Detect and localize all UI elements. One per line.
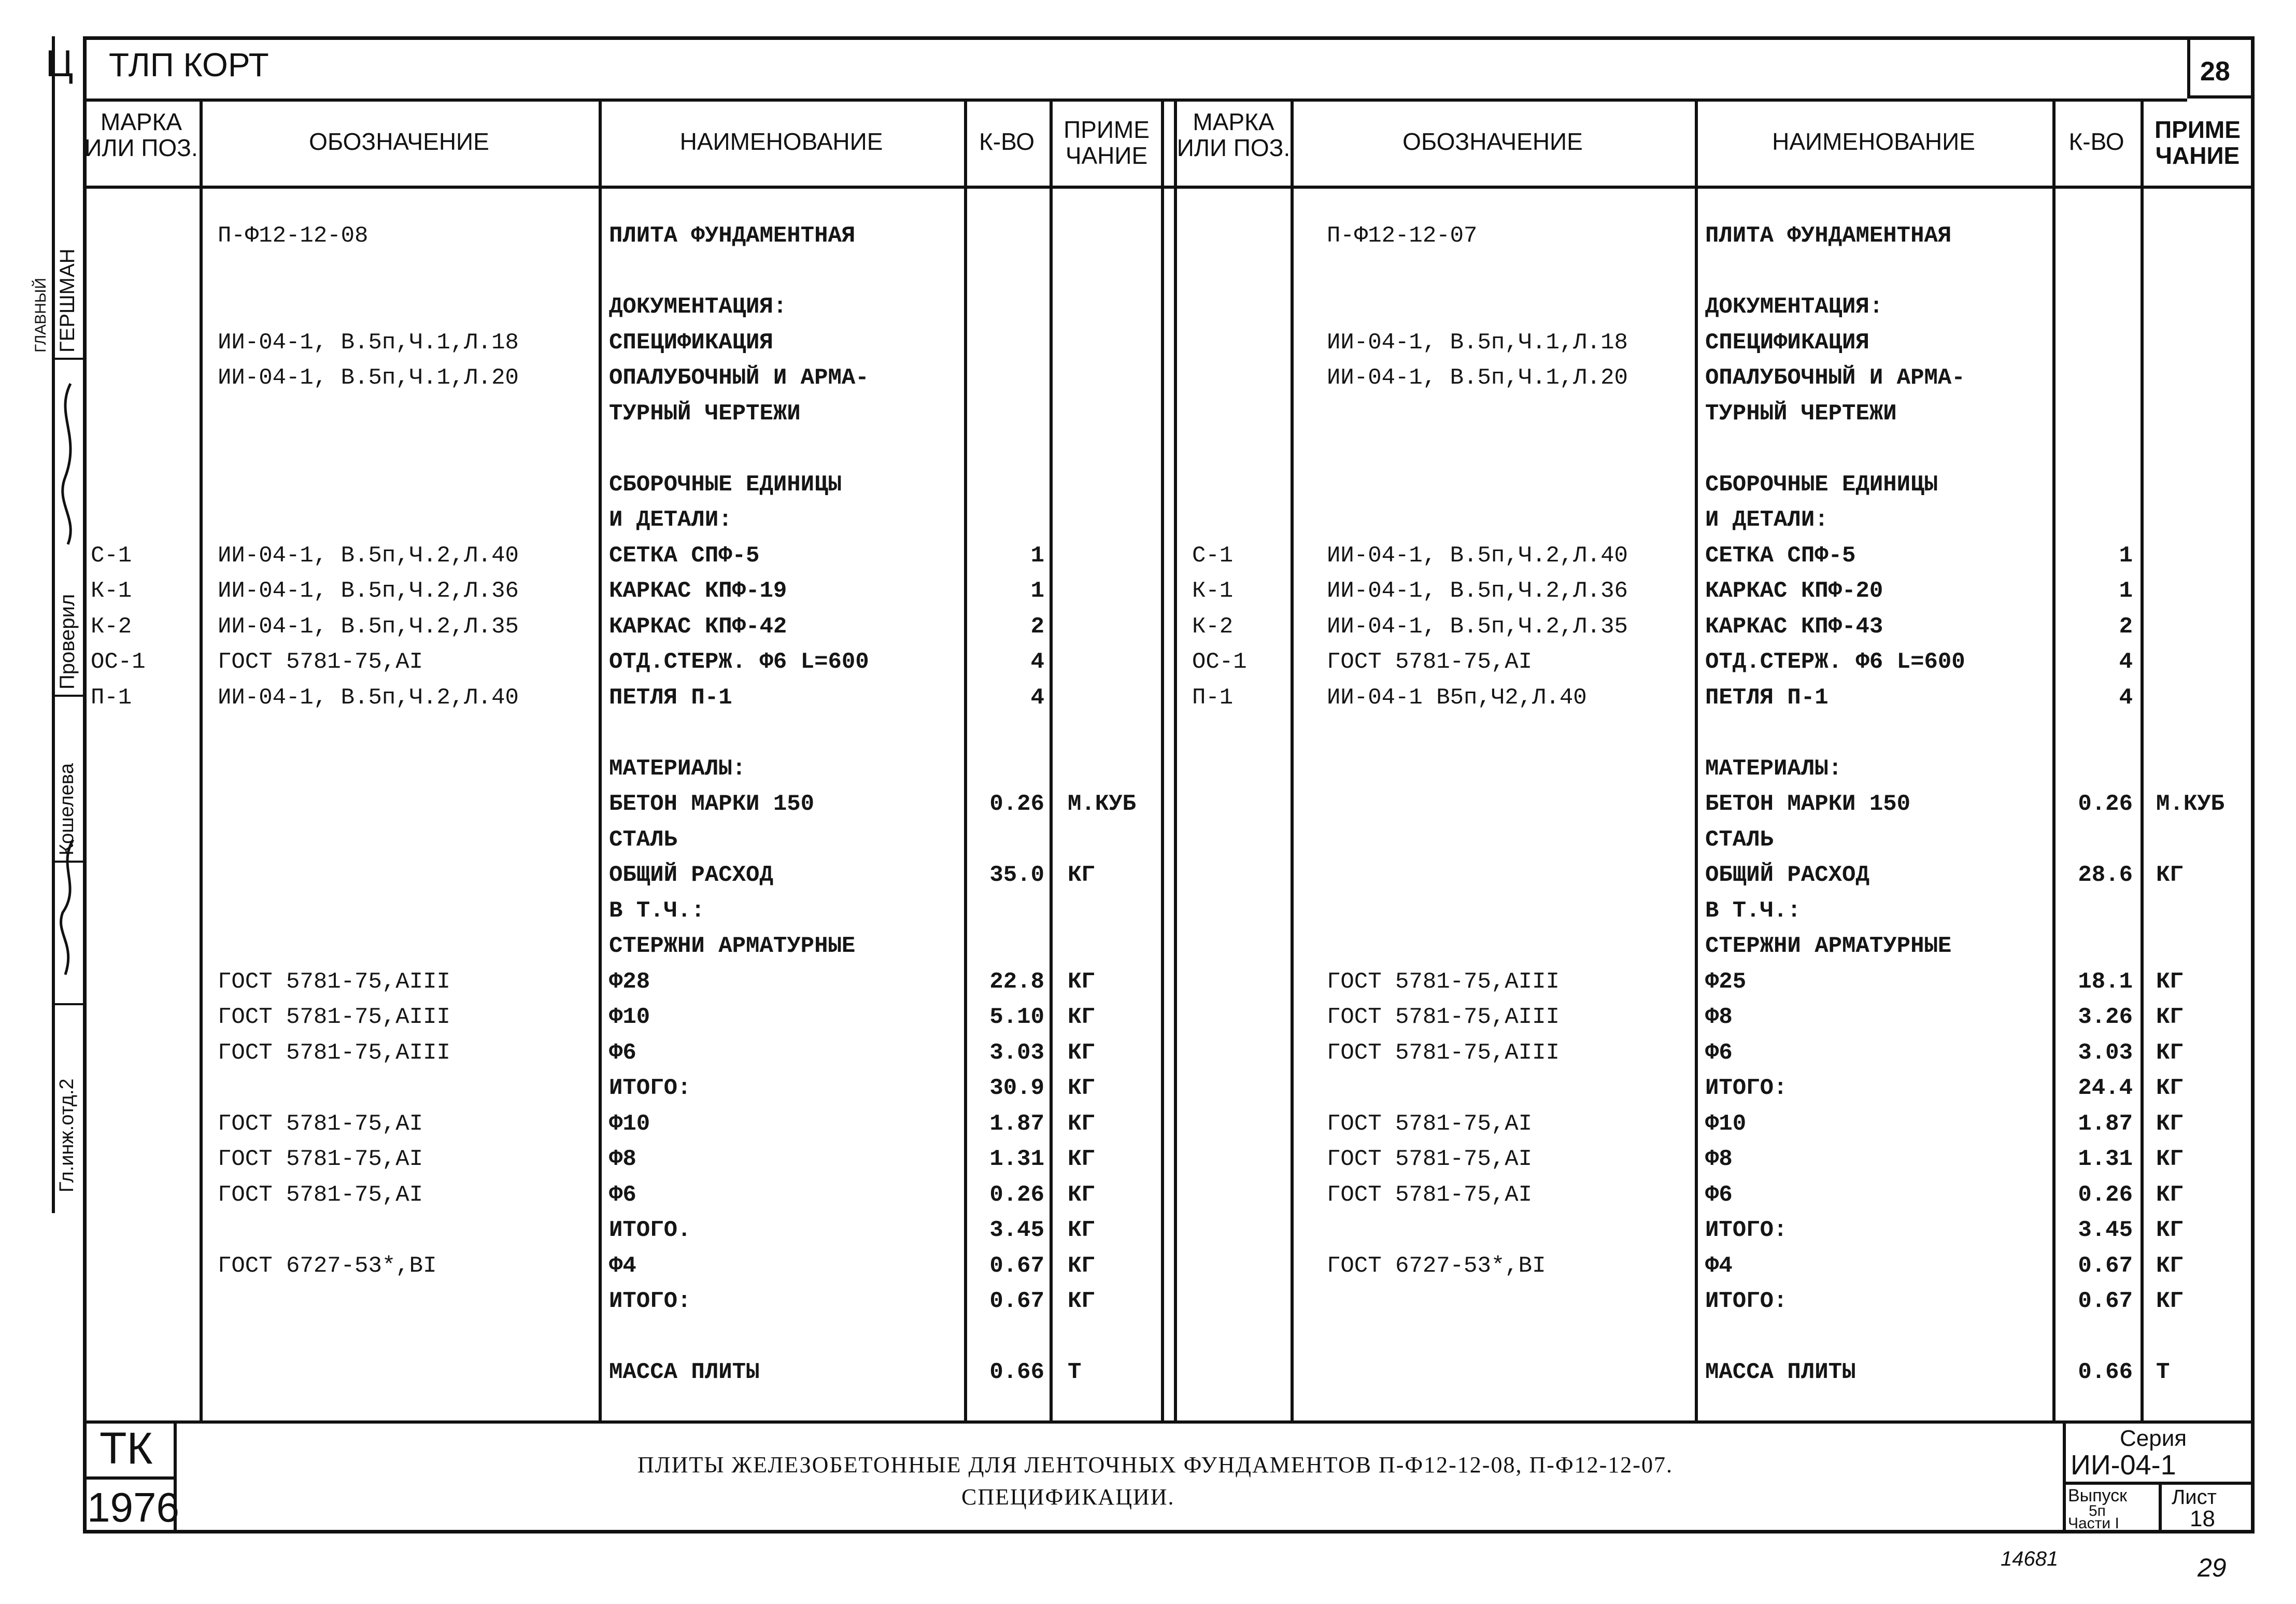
cell-qty: 18.1: [2078, 969, 2133, 995]
cell-note: КГ: [1068, 1217, 1095, 1243]
cell-name: ПЛИТА ФУНДАМЕНТНАЯ: [1705, 223, 1952, 249]
cell-name: ТУРНЫЙ ЧЕРТЕЖИ: [609, 401, 801, 427]
cell-note: КГ: [1068, 1040, 1095, 1066]
cell-name: КАРКАС КПФ-42: [609, 614, 787, 640]
cell-name: Ф8: [1705, 1146, 1733, 1172]
cell-des: ГОСТ 5781-75,АIII: [1327, 1004, 1560, 1030]
footer-series-label: Серия: [2120, 1426, 2187, 1451]
footer-tk: ТК: [100, 1424, 153, 1473]
cell-name: И ДЕТАЛИ:: [1705, 507, 1829, 533]
cell-des: ГОСТ 6727-53*,ВI: [218, 1253, 437, 1279]
cell-name: СЕТКА СПФ-5: [1705, 543, 1856, 569]
cell-note: КГ: [1068, 969, 1095, 995]
cell-name: Ф4: [1705, 1253, 1733, 1279]
cell-name: И ДЕТАЛИ:: [609, 507, 732, 533]
header-divider: [83, 186, 2255, 189]
cell-des: ГОСТ 5781-75,АIII: [1327, 1040, 1560, 1066]
cell-qty: 3.03: [2078, 1040, 2133, 1066]
cell-name: Ф10: [609, 1004, 650, 1030]
sheet-number: 28: [2200, 57, 2230, 87]
header-name-right: НАИМЕНОВАНИЕ: [1772, 128, 1975, 155]
cell-note: КГ: [1068, 1111, 1095, 1137]
footer-sheet-value: 18: [2190, 1506, 2215, 1531]
header-mark-right: МАРКА ИЛИ ПОЗ.: [1177, 108, 1291, 161]
cell-note: КГ: [2156, 1217, 2184, 1243]
cell-qty: 4: [1030, 649, 1044, 675]
cell-qty: 35.0: [989, 862, 1044, 888]
cell-note: КГ: [2156, 1075, 2184, 1101]
cell-qty: 3.45: [989, 1217, 1044, 1243]
cell-des: ГОСТ 5781-75,АI: [1327, 1146, 1533, 1172]
cell-des: ИИ-04-1, В.5п,Ч.1,Л.18: [218, 330, 519, 356]
cell-name: Ф4: [609, 1253, 636, 1279]
cell-qty: 0.67: [989, 1253, 1044, 1279]
stamp-name-koshheleva: Кошелева: [56, 763, 78, 855]
header-qty-right: К-ВО: [2068, 128, 2124, 155]
col-line: [1161, 99, 1164, 1420]
col-line: [1291, 99, 1294, 1420]
footer-divider: [83, 1420, 2255, 1424]
cell-name: Ф25: [1705, 969, 1747, 995]
cell-qty: 4: [1030, 685, 1044, 711]
cell-des: П-Ф12-12-08: [218, 223, 369, 249]
cell-note: КГ: [1068, 862, 1095, 888]
cell-des: ГОСТ 5781-75,АI: [1327, 1111, 1533, 1137]
cell-qty: 3.45: [2078, 1217, 2133, 1243]
cell-des: ГОСТ 5781-75,АI: [218, 649, 423, 675]
cell-note: КГ: [1068, 1253, 1095, 1279]
cell-qty: 2: [2119, 614, 2133, 640]
cell-des: ИИ-04-1, В.5п,Ч.2,Л.40: [218, 685, 519, 711]
cell-note: М.КУБ: [2156, 791, 2225, 817]
cell-des: ГОСТ 5781-75,АI: [218, 1111, 423, 1137]
cell-name: В Т.Ч.:: [1705, 898, 1801, 924]
cell-des: ИИ-04-1 В5п,Ч2,Л.40: [1327, 685, 1587, 711]
cell-name: БЕТОН МАРКИ 150: [1705, 791, 1911, 817]
cell-name: ДОКУМЕНТАЦИЯ:: [1705, 294, 1883, 320]
cell-name: ПЕТЛЯ П-1: [609, 685, 732, 711]
cell-note: КГ: [1068, 1288, 1095, 1314]
cell-mark: С-1: [1192, 543, 1234, 569]
cell-name: МАТЕРИАЛЫ:: [609, 756, 746, 782]
header-mark: МАРКА ИЛИ ПОЗ.: [84, 108, 198, 161]
cell-name: СБОРОЧНЫЕ ЕДИНИЦЫ: [1705, 472, 1938, 498]
cell-name: ИТОГО:: [1705, 1075, 1788, 1101]
cell-qty: 0.26: [2078, 1182, 2133, 1208]
cell-name: КАРКАС КПФ-19: [609, 578, 787, 604]
cell-name: МАТЕРИАЛЫ:: [1705, 756, 1843, 782]
stamp-role-chief: Гл.инж.отд.2: [56, 1078, 78, 1192]
cell-qty: 24.4: [2078, 1075, 2133, 1101]
footer-caption-line1: ПЛИТЫ ЖЕЛЕЗОБЕТОННЫЕ ДЛЯ ЛЕНТОЧНЫХ ФУНДАМЕНТОВ П-Ф12-12-08, П-Ф12-12-07.: [637, 1452, 1673, 1478]
cell-qty: 28.6: [2078, 862, 2133, 888]
title-divider: [83, 99, 2187, 102]
cell-qty: 1: [2119, 578, 2133, 604]
cell-name: ИТОГО:: [609, 1075, 691, 1101]
cell-des: ГОСТ 6727-53*,ВI: [1327, 1253, 1546, 1279]
footer-tk-divider: [83, 1476, 174, 1480]
cell-qty: 1.87: [2078, 1111, 2133, 1137]
org-title: ТЛП КОРТ: [109, 46, 269, 83]
cell-qty: 30.9: [989, 1075, 1044, 1101]
cell-des: ИИ-04-1, В.5п,Ч.2,Л.35: [218, 614, 519, 640]
cell-des: ГОСТ 5781-75,АIII: [218, 1004, 450, 1030]
cell-des: ГОСТ 5781-75,АIII: [1327, 969, 1560, 995]
cell-name: В Т.Ч.:: [609, 898, 705, 924]
footer-series-value: ИИ-04-1: [2071, 1450, 2176, 1481]
stamp-name-gershman: ГЕРШМАН: [56, 248, 79, 353]
cell-mark: К-1: [91, 578, 132, 604]
cell-qty: 0.67: [989, 1288, 1044, 1314]
cell-qty: 0.67: [2078, 1253, 2133, 1279]
cell-des: ИИ-04-1, В.5п,Ч.1,Л.20: [1327, 365, 1628, 391]
cell-qty: 0.66: [989, 1359, 1044, 1385]
cell-mark: С-1: [91, 543, 132, 569]
cell-mark: ОС-1: [91, 649, 146, 675]
cell-note: Т: [2156, 1359, 2170, 1385]
cell-name: МАССА ПЛИТЫ: [1705, 1359, 1856, 1385]
cell-qty: 1.31: [989, 1146, 1044, 1172]
cell-qty: 3.26: [2078, 1004, 2133, 1030]
cell-des: ГОСТ 5781-75,АI: [1327, 1182, 1533, 1208]
cell-des: ГОСТ 5781-75,АI: [218, 1182, 423, 1208]
col-line: [2141, 99, 2144, 1420]
cell-note: КГ: [1068, 1004, 1095, 1030]
cell-name: МАССА ПЛИТЫ: [609, 1359, 760, 1385]
cell-name: СТАЛЬ: [609, 827, 678, 853]
cell-name: Ф28: [609, 969, 650, 995]
cell-name: ТУРНЫЙ ЧЕРТЕЖИ: [1705, 401, 1897, 427]
inventory-number: 14681: [2001, 1547, 2059, 1570]
cell-note: КГ: [2156, 969, 2184, 995]
cell-note: КГ: [2156, 862, 2184, 888]
cell-qty: 4: [2119, 685, 2133, 711]
footer-sheet-label: Лист: [2172, 1486, 2217, 1509]
cell-des: ИИ-04-1, В.5п,Ч.2,Л.36: [218, 578, 519, 604]
cell-name: Ф6: [1705, 1182, 1733, 1208]
cell-name: ОПАЛУБОЧНЫЙ И АРМА-: [609, 365, 869, 391]
footer-series-line: [2063, 1420, 2066, 1533]
cell-name: СПЕЦИФИКАЦИЯ: [1705, 330, 1869, 356]
cell-name: ОБЩИЙ РАСХОД: [1705, 862, 1869, 888]
cell-name: СЕТКА СПФ-5: [609, 543, 760, 569]
cell-qty: 1.31: [2078, 1146, 2133, 1172]
stamp-divider: [52, 358, 83, 360]
cell-des: ИИ-04-1, В.5п,Ч.2,Л.40: [218, 543, 519, 569]
cell-mark: К-2: [91, 614, 132, 640]
col-line: [1050, 99, 1053, 1420]
cell-des: ГОСТ 5781-75,АI: [218, 1146, 423, 1172]
cell-note: КГ: [2156, 1040, 2184, 1066]
cell-des: ГОСТ 5781-75,АIII: [218, 1040, 450, 1066]
cell-des: ИИ-04-1, В.5п,Ч.2,Л.36: [1327, 578, 1628, 604]
cell-note: КГ: [2156, 1111, 2184, 1137]
cell-qty: 22.8: [989, 969, 1044, 995]
cell-name: ИТОГО:: [1705, 1217, 1788, 1243]
cell-note: КГ: [2156, 1253, 2184, 1279]
footer-year: 1976: [87, 1484, 179, 1530]
cell-name: Ф8: [1705, 1004, 1733, 1030]
cell-note: КГ: [1068, 1182, 1095, 1208]
cell-note: КГ: [2156, 1182, 2184, 1208]
cell-qty: 0.26: [2078, 791, 2133, 817]
cell-name: СТЕРЖНИ АРМАТУРНЫЕ: [1705, 933, 1952, 959]
cell-qty: 4: [2119, 649, 2133, 675]
cell-note: КГ: [1068, 1146, 1095, 1172]
cell-name: Ф8: [609, 1146, 636, 1172]
cell-name: Ф6: [609, 1040, 636, 1066]
footer-issue-line: [2159, 1482, 2162, 1533]
cell-name: ИТОГО:: [609, 1288, 691, 1314]
stamp-role-checked: Проверил: [56, 594, 79, 690]
cell-qty: 0.26: [989, 1182, 1044, 1208]
col-line: [200, 99, 203, 1420]
cell-name: БЕТОН МАРКИ 150: [609, 791, 815, 817]
header-name: НАИМЕНОВАНИЕ: [679, 128, 883, 155]
col-line: [1695, 99, 1698, 1420]
cell-qty: 5.10: [989, 1004, 1044, 1030]
cell-mark: П-1: [91, 685, 132, 711]
cell-name: ОПАЛУБОЧНЫЙ И АРМА-: [1705, 365, 1965, 391]
cell-note: КГ: [2156, 1288, 2184, 1314]
cell-name: СПЕЦИФИКАЦИЯ: [609, 330, 773, 356]
cell-note: М.КУБ: [1068, 791, 1137, 817]
cell-mark: ОС-1: [1192, 649, 1247, 675]
cell-name: ПЕТЛЯ П-1: [1705, 685, 1829, 711]
cell-qty: 1: [1030, 578, 1044, 604]
footer-parts-label: Части I: [2068, 1515, 2119, 1532]
cell-name: ДОКУМЕНТАЦИЯ:: [609, 294, 787, 320]
col-line: [599, 99, 602, 1420]
cell-note: Т: [1068, 1359, 1082, 1385]
cell-name: Ф6: [1705, 1040, 1733, 1066]
drawing-frame: [83, 36, 2255, 1533]
col-line: [964, 99, 967, 1420]
header-note-right: ПРИМЕ ЧАНИЕ: [2155, 116, 2241, 169]
cell-qty: 2: [1030, 614, 1044, 640]
cell-name: ОТД.СТЕРЖ. Ф6 L=600: [609, 649, 869, 675]
cell-name: ИТОГО:: [1705, 1288, 1788, 1314]
cell-name: СБОРОЧНЫЕ ЕДИНИЦЫ: [609, 472, 842, 498]
cell-qty: 0.66: [2078, 1359, 2133, 1385]
cell-note: КГ: [1068, 1075, 1095, 1101]
stamp-divider: [52, 1003, 83, 1005]
cell-des: ГОСТ 5781-75,АIII: [218, 969, 450, 995]
header-designation: ОБОЗНАЧЕНИЕ: [309, 128, 489, 155]
cell-mark: П-1: [1192, 685, 1234, 711]
cell-name: ОТД.СТЕРЖ. Ф6 L=600: [1705, 649, 1965, 675]
cell-name: КАРКАС КПФ-43: [1705, 614, 1883, 640]
cell-name: Ф6: [609, 1182, 636, 1208]
cell-qty: 1: [1030, 543, 1044, 569]
cell-name: СТЕРЖНИ АРМАТУРНЫЕ: [609, 933, 856, 959]
cell-name: СТАЛЬ: [1705, 827, 1774, 853]
signature-scribbles: [50, 373, 86, 985]
footer-caption-line2: СПЕЦИФИКАЦИИ.: [961, 1484, 1175, 1510]
cell-mark: К-1: [1192, 578, 1234, 604]
cell-name: ИТОГО.: [609, 1217, 691, 1243]
cell-note: КГ: [2156, 1146, 2184, 1172]
header-designation-right: ОБОЗНАЧЕНИЕ: [1402, 128, 1583, 155]
cell-des: ИИ-04-1, В.5п,Ч.2,Л.35: [1327, 614, 1628, 640]
cell-qty: 0.26: [989, 791, 1044, 817]
cell-des: ИИ-04-1, В.5п,Ч.1,Л.18: [1327, 330, 1628, 356]
cell-qty: 3.03: [989, 1040, 1044, 1066]
cell-name: КАРКАС КПФ-20: [1705, 578, 1883, 604]
footer-issue-label: Выпуск: [2068, 1486, 2128, 1505]
page-number: 29: [2198, 1553, 2227, 1582]
cell-name: ОБЩИЙ РАСХОД: [609, 862, 773, 888]
footer-issue-value: 5п: [2089, 1502, 2106, 1519]
cell-des: ИИ-04-1, В.5п,Ч.1,Л.20: [218, 365, 519, 391]
cell-des: ГОСТ 5781-75,АI: [1327, 649, 1533, 675]
cell-qty: 0.67: [2078, 1288, 2133, 1314]
header-note: ПРИМЕ ЧАНИЕ: [1064, 116, 1150, 169]
cell-mark: К-2: [1192, 614, 1234, 640]
header-qty: К-ВО: [979, 128, 1035, 155]
cell-des: ИИ-04-1, В.5п,Ч.2,Л.40: [1327, 543, 1628, 569]
cell-name: ПЛИТА ФУНДАМЕНТНАЯ: [609, 223, 856, 249]
cell-qty: 1.87: [989, 1111, 1044, 1137]
cell-name: Ф10: [1705, 1111, 1747, 1137]
cell-qty: 1: [2119, 543, 2133, 569]
col-line: [1174, 99, 1177, 1420]
cell-des: П-Ф12-12-07: [1327, 223, 1478, 249]
corner-letter: Ц: [46, 43, 74, 85]
cell-note: КГ: [2156, 1004, 2184, 1030]
cell-name: Ф10: [609, 1111, 650, 1137]
stamp-note: ГЛАВНЫЙ: [32, 277, 49, 353]
